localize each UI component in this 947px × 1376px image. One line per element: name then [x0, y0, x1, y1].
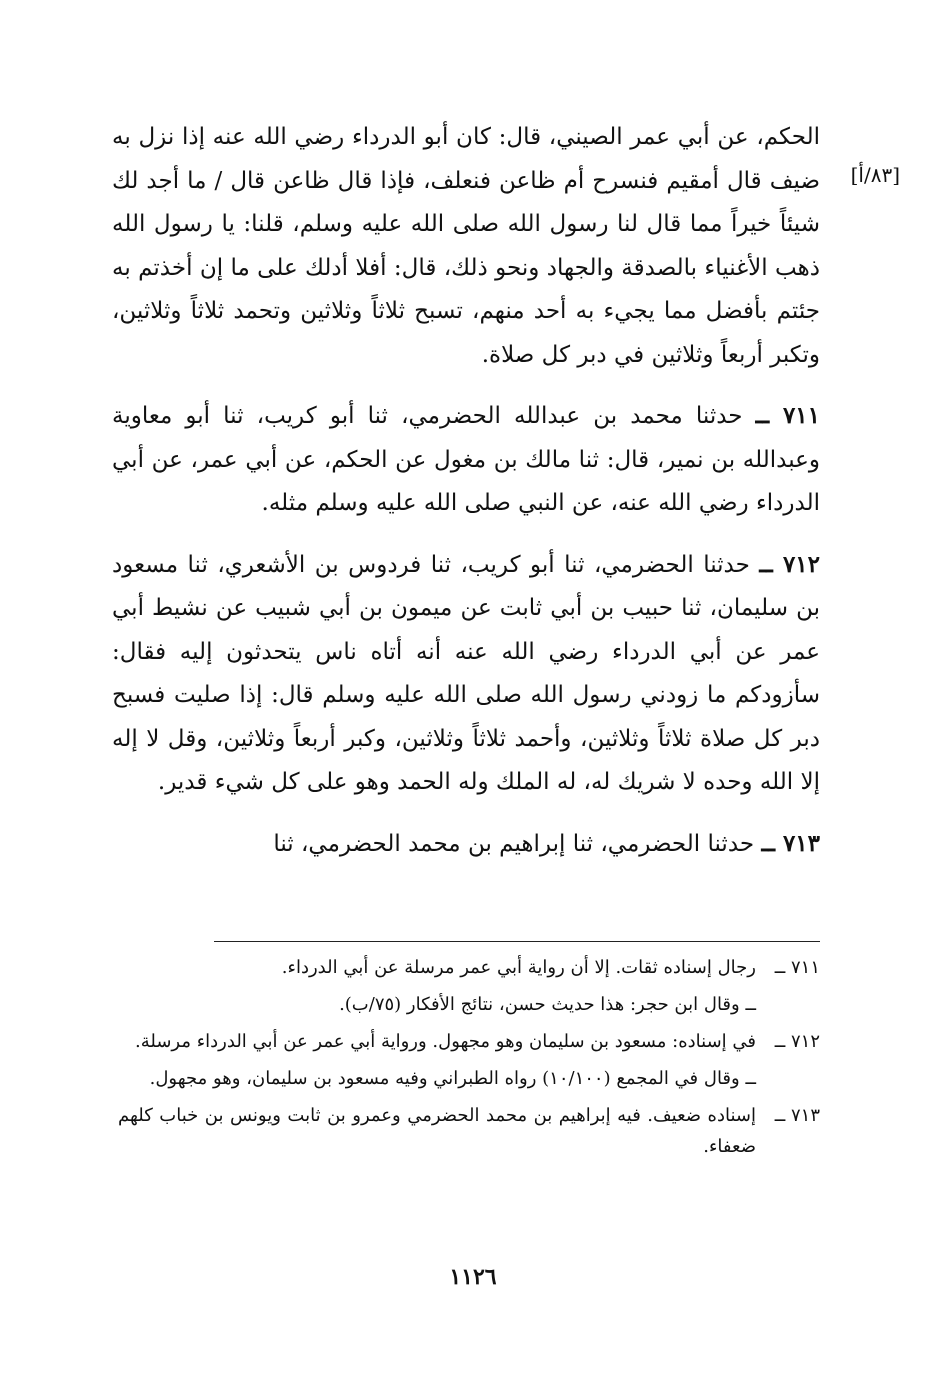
footnote-text: ــ وقال في المجمع (١٠/١٠٠) رواه الطبراني وفيه مسعود بن سليمان، وهو مجهول. — [149, 1068, 756, 1089]
footnote-text: رجال إسناده ثقات. إلا أن رواية أبي عمر مرسلة عن أبي الدرداء. — [281, 957, 756, 978]
hadith-text: حدثنا الحضرمي، ثنا أبو كريب، ثنا فردوس بن الأشعري، ثنا مسعود بن سليمان، ثنا حبيب بن أبي ثابت عن ميمون بن أبي شبيب عن نشيط أبي عمر عن أبي الدرداء رضي الله عنه أنه أتاه ناس يتحدثون إليه فقال: سأزودكم ما زودني رسول الله صلى الله عليه وسلم قال: إذا صليت فسبح دبر كل صلاة ثلاثاً وثلاثين، وأحمد ثلاثاً وثلاثين، وكبر أربعاً وثلاثين، وقل لا إله إلا الله وحده لا شريك له، له الملك وله الحمد وهو على كل شيء قدير. — [112, 551, 820, 795]
hadith-711 — [112, 394, 820, 526]
hadith-713 — [112, 822, 820, 867]
hadith-number: ٧١٣ ــ — [761, 829, 820, 857]
footnote-separator — [214, 941, 820, 942]
footnote-711-addendum — [118, 989, 820, 1020]
paragraph-text: الحكم، عن أبي عمر الصيني، قال: كان أبو الدرداء رضي الله عنه إذا نزل به ضيف قال أمقيم فنسرح أم ظاعن فنعلف، فإذا قال ظاعن قال / ما أجد لك شيئاً خيراً مما قال لنا رسول الله صلى الله عليه وسلم، قلنا: يا رسول الله ذهب الأغنياء بالصدقة والجهاد ونحو ذلك، قال: أفلا أدلك على ما إن أخذتم به جئتم بأفضل مما يجيء به أحد منهم، تسبح ثلاثاً وثلاثين وتحمد ثلاثاً وثلاثين، وتكبر أربعاً وثلاثين في دبر كل صلاة. — [112, 124, 820, 368]
footnote-713 — [118, 1100, 820, 1162]
hadith-number: ٧١٢ ــ — [759, 550, 821, 578]
footnote-711 — [118, 952, 820, 983]
footnote-text: ــ وقال ابن حجر: هذا حديث حسن، نتائج الأفكار (٧٥/ب). — [339, 994, 756, 1015]
main-text — [112, 116, 820, 866]
footnote-number: ٧١٣ ــ — [774, 1105, 820, 1126]
footnote-712 — [118, 1026, 820, 1057]
footnote-text: إسناده ضعيف. فيه إبراهيم بن محمد الحضرمي وعمرو بن ثابت ويونس بن خباب كلهم ضعفاء. — [118, 1105, 756, 1157]
footnote-712-addendum — [118, 1063, 820, 1094]
paragraph-continuation — [112, 116, 820, 377]
hadith-text: حدثنا الحضرمي، ثنا إبراهيم بن محمد الحضرمي، ثنا — [273, 830, 755, 857]
footnote-text: في إسناده: مسعود بن سليمان وهو مجهول. ورواية أبي عمر عن أبي الدرداء مرسلة. — [134, 1031, 756, 1052]
footnote-number: ٧١٢ ــ — [774, 1031, 820, 1052]
hadith-text: حدثنا محمد بن عبدالله الحضرمي، ثنا أبو كريب، ثنا أبو معاوية وعبدالله بن نمير، قال: ثنا مالك بن مغول عن الحكم، عن أبي عمر، عن أبي الدرداء رضي الله عنه، عن النبي صلى الله عليه وسلم مثله. — [112, 403, 820, 516]
footnote-number: ٧١١ ــ — [774, 957, 820, 978]
hadith-712 — [112, 543, 820, 805]
hadith-number: ٧١١ ــ — [755, 402, 820, 429]
manuscript-folio-reference: [٨٣/أ] — [850, 163, 900, 187]
footnotes — [118, 952, 820, 1168]
page-number: ١١٢٦ — [449, 1264, 497, 1290]
